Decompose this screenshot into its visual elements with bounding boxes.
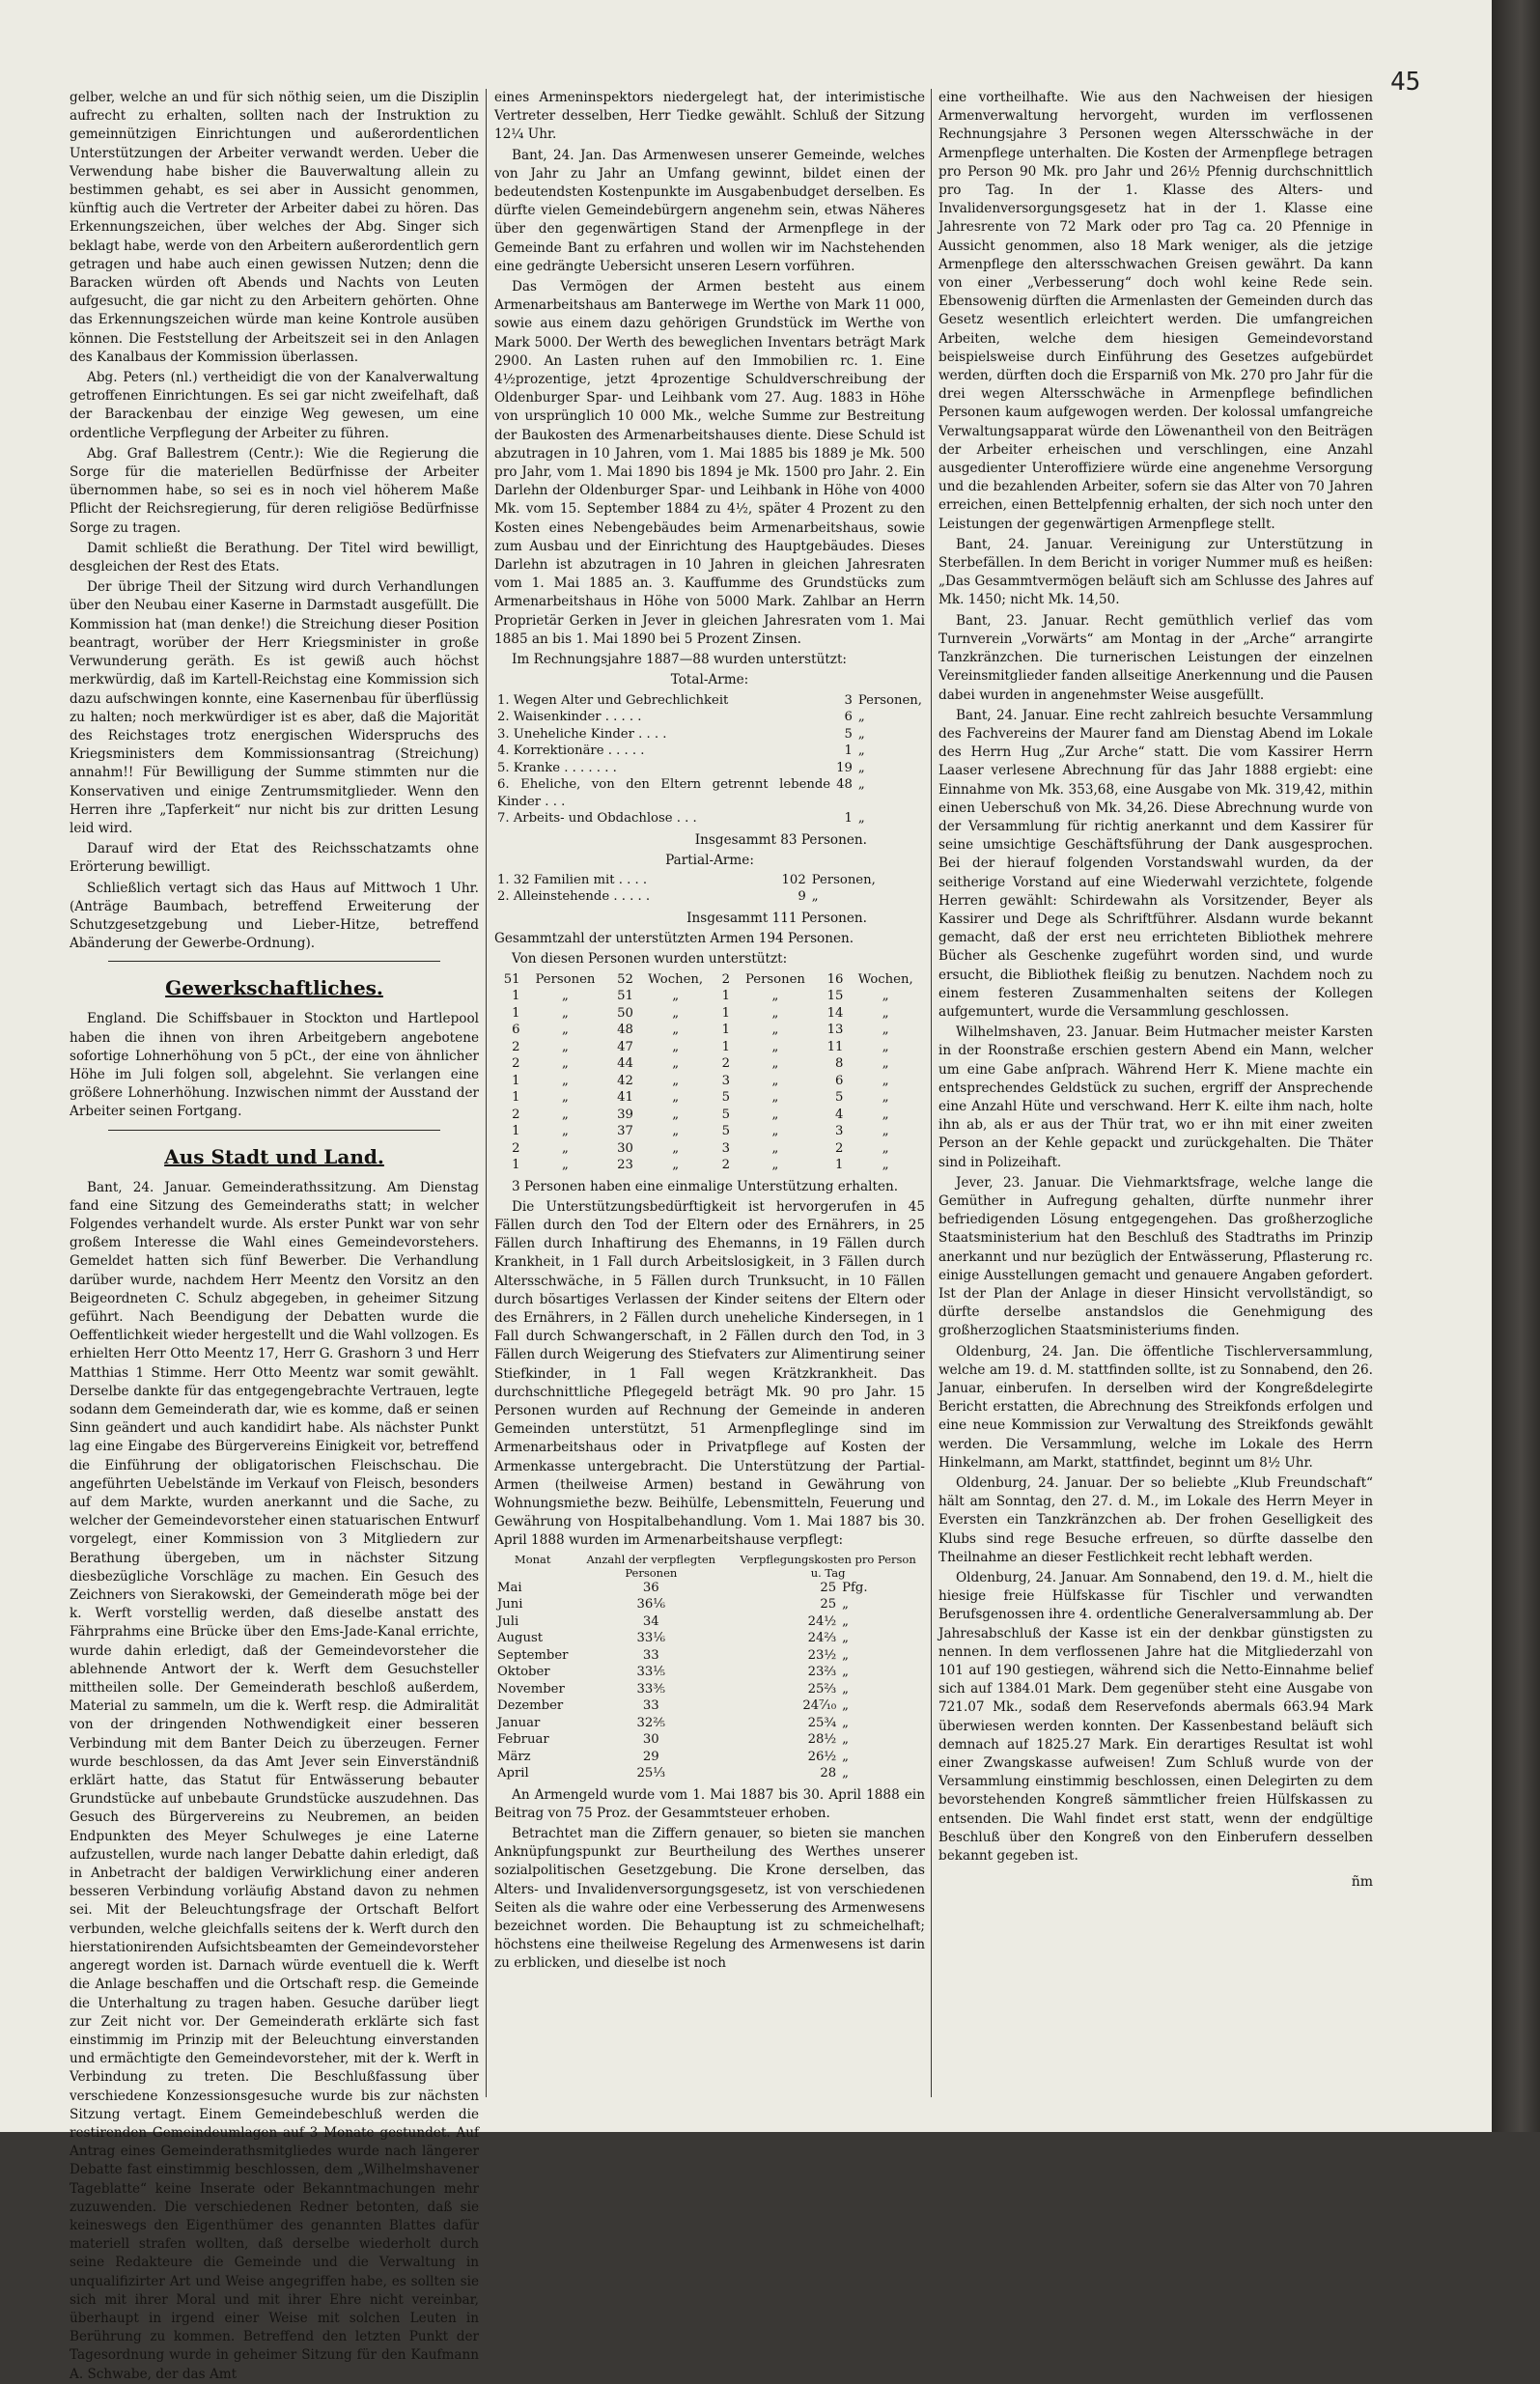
row-count: 48: [836, 777, 853, 792]
table-cell: 13: [826, 1023, 844, 1038]
article-paragraph: Die Unterstützungsbedürftigkeit ist hervorgerufen in 45 Fällen durch den Tod der Eltern oder des Ernährers, in 25 Fällen durch Inhaftirung des Ehemanns, in 19 Fällen durch Krankheit, in 1 Fall durch Arbeitslosigkeit, in 3 Fällen durch Altersschwäche, in 5 Fällen durch Trunksucht, in 10 Fällen durch bösartiges Verlassen der Kinder seitens der Eltern oder des Ernährers, in 2 Fällen durch uneheliche Kindersegen, in 1 Fall durch Schwangerschaft, in 2 Fällen durch den Tod, in 3 Fällen durch Weigerung des Stiefvaters zur Alimentirung seiner Stiefkinder, in 1 Fall wegen Krätzkrankheit. Das durchschnittliche Pflegegeld beträgt Mk. 90 pro Jahr. 15 Personen wurden auf Rechnung der Gemeinde in anderen Gemeinden unterstützt, 51 Armenpfleglinge sind im Armenarbeitshaus oder in Privatpflege auf Kosten der Armenkasse untergebracht. Die Unterstützung der Partial-Armen (theilweise Armen) bestand in Gewährung von Wohnungsmiethe bezw. Beihülfe, Lebensmitteln, Feuerung und Gewährung von Hospitalbehandlung. Vom 1. Mai 1887 bis 30. April 1888 wurden im Armenarbeitshause verpflegt:: [494, 1198, 925, 1549]
table-cell: „: [672, 1124, 680, 1139]
table-heading: Partial-Arme:: [665, 852, 754, 868]
table-cell: „: [771, 1140, 779, 1156]
cost-cell: 25¾: [807, 1715, 837, 1730]
article-paragraph: Oldenburg, 24. Jan. Die öffentliche Tischlerversammlung, welche am 19. d. M. stattfinden sollte, ist zu Sonnabend, den 26. Januar, einberufen. In derselben wird der Kongreßdelegirte Bericht erstatten, die Abrechnung des Streikfonds erfolgen und eine neue Kommission zur Verwaltung des Streikfonds gewählt werden. Die Versammlung, welche im Lokale des Herrn Hinkelmann, am Markt, stattfindet, beginnt um 8½ Uhr.: [938, 1343, 1373, 1471]
unit-cell: „: [842, 1749, 849, 1764]
article-paragraph: Damit schließt die Berathung. Der Titel wird bewilligt, desgleichen der Rest des Etats.: [70, 540, 479, 575]
persons-cell: 33⅙: [636, 1631, 666, 1646]
table-row: [494, 971, 925, 989]
month-cell: April: [497, 1766, 529, 1781]
table-row: [494, 1022, 925, 1039]
table-header-row: [494, 1553, 925, 1580]
table-cell: 23: [617, 1158, 633, 1173]
table-row: [494, 1073, 925, 1090]
article-paragraph: England. Die Schiffsbauer in Stockton und Hartlepool haben die ihnen von ihren Arbeitgebern angebotene sofortige Lohnerhöhung von 5 pCt., der eine von ähnlicher Höhe im Juli folgen soll, abgelehnt. Sie verlangen eine größere Lohnerhöhung. Inzwischen nimmt der Ausstand der Arbeiter seinen Fortgang.: [70, 1011, 479, 1120]
table-row: [494, 776, 925, 810]
month-cell: Oktober: [497, 1665, 550, 1680]
row-label: 5. Kranke . . . . . . .: [497, 760, 617, 775]
table-row: [494, 1749, 925, 1766]
month-cell: März: [497, 1749, 531, 1764]
table-cell: 30: [617, 1140, 633, 1156]
table-cell: 2: [512, 1140, 520, 1156]
section-divider: [108, 961, 440, 962]
table-row: [494, 1681, 925, 1698]
table-cell: „: [672, 989, 680, 1004]
table-row: [494, 1039, 925, 1056]
table-cell: „: [771, 989, 779, 1004]
table-cell: „: [882, 989, 889, 1004]
section-heading: Gewerkschaftliches.: [165, 976, 383, 1000]
table-row: [494, 1664, 925, 1681]
page-number: 45: [1390, 68, 1421, 97]
table-cell: „: [562, 1023, 569, 1038]
table-cell: „: [771, 1073, 779, 1088]
table-cell: „: [672, 1005, 680, 1021]
row-label: 4. Korrektionäre . . . . .: [497, 743, 645, 758]
table-cell: 1: [512, 989, 520, 1004]
row-count: 3: [844, 692, 853, 708]
table-cell: 2: [721, 971, 731, 987]
table-cell: 51: [503, 971, 520, 987]
unit-cell: „: [842, 1665, 849, 1680]
article-paragraph: Gesammtzahl der unterstützten Armen 194 Personen.: [494, 931, 854, 947]
table-cell: 1: [512, 1073, 520, 1088]
table-cell: 6: [512, 1023, 520, 1038]
unit-cell: „: [842, 1647, 849, 1663]
article-paragraph: Abg. Peters (nl.) vertheidigt die von der Kanalverwaltung getroffenen Einrichtungen. Es sei gar nicht zweifelhaft, daß der Barackenbau der einzige Weg gewesen, um eine ordentliche Verpflegung der Arbeiter zu führen.: [70, 370, 479, 441]
table-cell: „: [672, 1056, 680, 1072]
cost-cell: 28½: [807, 1732, 837, 1748]
table-cell: 2: [835, 1140, 844, 1156]
total-arme-table: [494, 692, 925, 827]
table-row: [494, 1630, 925, 1647]
unit-cell: „: [842, 1732, 849, 1748]
table-row: [494, 1613, 925, 1631]
table-cell: 3: [721, 1073, 731, 1088]
row-unit: Personen,: [811, 872, 876, 887]
article-paragraph: Bant, 24. Januar. Vereinigung zur Unterstützung in Sterbefällen. In dem Bericht in voriger Nummer muß es heißen: „Das Gesammtvermögen beläuft sich am Schlusse des Jahres auf Mk. 1450; nicht Mk. 14,50.: [938, 536, 1373, 608]
month-cell: August: [497, 1631, 544, 1646]
table-cell: 15: [826, 989, 844, 1004]
table-cell: „: [882, 1158, 889, 1173]
table-cell: 1: [721, 1023, 731, 1038]
article-paragraph: Im Rechnungsjahre 1887—88 wurden unterstützt:: [512, 652, 848, 668]
unit-cell: „: [842, 1698, 849, 1714]
table-row: [494, 1089, 925, 1107]
table-row: [494, 726, 925, 743]
table-cell: 1: [721, 989, 731, 1004]
row-unit: „: [857, 710, 865, 724]
table-row: [494, 988, 925, 1005]
table-cell: „: [771, 1107, 779, 1122]
monthly-care-table: [494, 1553, 925, 1782]
month-cell: Juni: [497, 1597, 523, 1613]
unit-cell: „: [842, 1766, 849, 1781]
table-cell: „: [562, 1073, 569, 1088]
table-heading: Total-Arme:: [670, 672, 749, 688]
table-cell: 2: [512, 1056, 520, 1072]
unit-cell: „: [842, 1597, 849, 1613]
cost-cell: 23⅔: [807, 1665, 837, 1680]
column-rule: [931, 89, 932, 2097]
table-row: [494, 1123, 925, 1140]
table-row: [494, 1107, 925, 1124]
month-cell: Juli: [497, 1613, 519, 1629]
persons-cell: 36: [642, 1580, 659, 1595]
table-cell: 8: [835, 1056, 844, 1072]
table-cell: „: [672, 1140, 680, 1156]
table-row: [494, 1647, 925, 1665]
persons-cell: 33: [642, 1698, 659, 1714]
row-count: 9: [798, 889, 806, 905]
end-mark: ñm: [1351, 1874, 1373, 1891]
article-paragraph: Das Vermögen der Armen besteht aus einem Armenarbeitshaus am Banterwege im Werthe von Mark 11 000, sowie aus einem dazu gehörigen Grundstück im Werthe von Mark 5000. Der Werth des beweglichen Inventars beträgt Mark 2900. An Lasten ruhen auf den Immobilien rc. 1. Eine 4½prozentige, jetzt 4prozentige Schuldverschreibung der Oldenburger Spar- und Leihbank vom 27. Aug. 1883 in Höhe von ursprünglich 10 000 Mk., welche Summe zur Bestreitung der Baukosten des Armenarbeitshauses diente. Diese Schuld ist abzutragen in 10 Jahren, vom 1. Mai 1885 bis 1889 je Mk. 500 pro Jahr, vom 1. Mai 1890 bis 1894 je Mk. 1500 pro Jahr. 2. Ein Darlehn der Oldenburger Spar- und Leihbank in Höhe von 4000 Mk. vom 15. September 1884 zu 4½, später 4 Prozent zu den Kosten eines Nebengebäudes beim Armenarbeitshaus, sowie zum Ausbau und der Einrichtung des Hauptgebäudes. Dieses Darlehn ist abzutragen in 10 Jahren in gleichen Jahresraten vom 1. Mai 1885 an. 3. Kauffumme des Grundstücks zum Armenarbeitshaus in Höhe von 5000 Mark. Zahlbar an Herrn Proprietär Gerken in Jever in gleichen Jahresraten vom 1. Mai 1885 an bis 1. Mai 1890 bei 5 Prozent Zinsen.: [494, 279, 925, 647]
table-row: [494, 1140, 925, 1158]
month-cell: Dezember: [497, 1698, 564, 1714]
article-paragraph: Von diesen Personen wurden unterstützt:: [512, 951, 788, 968]
table-cell: „: [882, 1140, 889, 1156]
table-row: [494, 692, 925, 710]
row-count: 1: [844, 743, 853, 758]
table-row: [494, 1715, 925, 1732]
table-cell: „: [562, 1140, 569, 1156]
table-cell: Wochen,: [857, 971, 913, 987]
table-row: [494, 1697, 925, 1715]
row-label: 3. Uneheliche Kinder . . . .: [497, 726, 667, 742]
article-paragraph: Der übrige Theil der Sitzung wird durch Verhandlungen über den Neubau einer Kaserne in Darmstadt ausgefüllt. Die Kommission hat (man denke!) die Streichung dieser Position beantragt, worüber der Herr Kriegsminister in große Verwunderung geräth. Es ist gewiß auch höchst merkwürdig, daß im Kartell-Reichstag eine Kommission sich dazu aufschwingen konnte, eine Kasernenbau für überflüssig zu halten; noch merkwürdiger ist es aber, daß die Majorität des Reichstages trotz energischen Widerspruchs des Kriegsministers dem Kommissionsantrag (Streichung) annahm!! Für Bewilligung der Summe stimmten nur die Konservativen und einige Zentrumsmitglieder. Wenn den Herren ihre „Tapferkeit“ nur nicht bis zur dritten Lesung leid wird.: [70, 579, 479, 836]
table-cell: „: [771, 1023, 779, 1038]
table-cell: 50: [617, 1005, 633, 1021]
table-row: [494, 1765, 925, 1782]
row-unit: „: [857, 726, 865, 742]
table-cell: 2: [721, 1056, 731, 1072]
table-cell: „: [882, 1090, 889, 1106]
row-unit: „: [857, 743, 865, 758]
table-cell: „: [562, 1039, 569, 1054]
row-label: 6. Eheliche, von den Eltern getrennt lebende Kinder . . .: [497, 777, 831, 809]
article-paragraph: Bant, 24. Januar. Gemeinderathssitzung. Am Dienstag fand eine Sitzung des Gemeinderaths statt; in welcher Folgendes verhandelt wurde. Als erster Punkt war von sehr großem Interesse die Wahl eines Gemeindevorstehers. Gemeldet hatten sich fünf Bewerber. Die Verhandlung darüber wurde, nachdem Herr Meentz den Vorsitz an den Beigeordneten C. Schulz abgegeben, in geheimer Sitzung geführt. Nach Beendigung der Debatten wurde die Oeffentlichkeit wieder hergestellt und die Wahl vollzogen. Es erhielten Herr Otto Meentz 17, Herr G. Grashorn 3 und Herr Matthias 1 Stimme. Herr Otto Meentz war somit gewählt. Derselbe dankte für das entgegengebrachte Vertrauen, legte sodann dem Gemeinderath dar, wie es komme, daß er seinen Sinn geändert und auch kandidirt habe. Als nächster Punkt lag eine Eingabe des Bürgervereins Einigkeit vor, betreffend die Einführung der obligatorischen Fleischschau. Die angeführten Uebelstände im Verkauf von Fleisch, besonders auf dem Markte, wurden anerkannt und die Sache, zu welcher der Gemeindevorsteher einen statuarischen Entwurf vorgelegt, einer Kommission von 3 Mitgliedern zur Berathung übergeben, um in nächster Sitzung diesbezügliche Vorschläge zu machen. Ein Gesuch des Zeichners von Sierakowski, der Gemeinderath möge bei der k. Werft vorstellig werden, daß dieselbe anstatt des Fährprahms eine Brücke über den Ems-Jade-Kanal errichte, wurde dahin erledigt, daß der Gemeindevorsteher die ablehnende Antwort der k. Werft dem Gesuchsteller mittheilen solle. Der Gemeinderath beschloß außerdem, Material zu sammeln, um die k. Werft resp. die Admiralität von der dringenden Nothwendigkeit einer besseren Verbindung mit dem Banter Deich zu überzeugen. Ferner wurde beschlossen, da das Amt Jever sein Einverständniß erklärt hatte, das Statut für Entwässerung bebauter Grundstücke auf unbebaute Grundstücke auszudehnen. Das Gesuch des Bürgervereins zu Neubremen, an beiden Endpunkten des Meyer Schulweges je eine Laterne aufzustellen, wurde nach langer Debatte dahin erledigt, daß in Anbetracht der baldigen Verwirklichung einer anderen besseren Verbindung vorläufig Abstand davon zu nehmen sei. Mit der Beleuchtungsfrage der Ortschaft Belfort verbunden, welche gleichfalls seitens der k. Werft durch den hierstationirenden Aufsichtsbeamten der Gemeindevorsteher angeregt worden ist. Darnach würde eventuell die k. Werft die Anlage beschaffen und die Ortschaft resp. die Gemeinde die Unterhaltung zu tragen haben. Gesuche darüber liegt zur Zeit nicht vor. Der Gemeinderath erklärte sich fast einstimmig im Prinzip mit der Beleuchtung einverstanden und ermächtigte den Gemeindevorsteher, mit der k. Werft in Verbindung zu treten. Die Beschlußfassung über verschiedene Konzessionsgesuche wurde bis zur nächsten Sitzung vertagt. Einem Gemeindebeschluß werden die restirenden Gemeindeumlagen auf 3 Monate gestundet. Auf Antrag eines Gemeinderathsmitgliedes wurde nach längerer Debatte fast einstimmig beschlossen, dem „Wilhelmshavener Tageblatte“ keine Inserate oder Bekanntmachungen mehr zuzuwenden. Die verschiedenen Redner betonten, daß sie keineswegs den Eigenthümer des genannten Blattes dafür materiell strafen wollten, daß derselbe wiederholt durch seine Redakteure die Gemeinde und die Verwaltung in unqualifizirter Art und Weise angegriffen habe, es sollten sie sich mit ihrer Moral und mit ihrer Ehre nicht vereinbar, überhaupt in irgend einer Weise mit solchen Leuten in Berührung zu kommen. Betreffend den letzten Punkt der Tagesordnung wurde in geheimer Sitzung für den Kaufmann A. Schwabe, der das Amt: [70, 1179, 479, 2382]
table-cell: „: [771, 1056, 779, 1072]
month-cell: November: [497, 1681, 565, 1697]
row-unit: „: [857, 811, 865, 826]
persons-cell: 25⅓: [636, 1766, 666, 1781]
row-unit: Personen,: [857, 692, 922, 708]
unit-cell: Pfg.: [842, 1580, 868, 1595]
column-3: [938, 89, 1373, 2097]
table-cell: Wochen,: [648, 971, 704, 987]
table-cell: „: [882, 1005, 889, 1021]
page-edge: [1492, 0, 1540, 2132]
row-count: 1: [844, 811, 853, 826]
row-count: 6: [844, 710, 853, 724]
table-cell: 1: [512, 1090, 520, 1106]
cost-cell: 24½: [807, 1613, 837, 1629]
unit-cell: „: [842, 1613, 849, 1629]
cost-cell: 24⅔: [807, 1631, 837, 1646]
table-cell: „: [562, 1158, 569, 1173]
weeks-table: [494, 971, 925, 1174]
table-sum: Insgesammt 111 Personen.: [686, 910, 867, 926]
table-cell: 1: [721, 1005, 731, 1021]
article-paragraph: Oldenburg, 24. Januar. Am Sonnabend, den 19. d. M., hielt die hiesige freie Hülfskasse für Tischler und verwandten Berufsgenossen ihre 4. ordentliche Generalversammlung ab. Der Jahresabschluß der Kasse ist ein der denkbar günstigsten zu nennen. In dem verflossenen Jahre hat die Mitgliederzahl von 101 auf 190 gestiegen, während sich die Netto-Einnahme belief sich auf 1384.01 Mark. Dem gegenüber steht eine Ausgabe von 721.07 Mk., sodaß dem Reservefonds abermals 663.94 Mark überwiesen werden konnten. Der Kassenbestand beläuft sich demnach auf 1825.27 Mark. Ein derartiges Resultat ist wohl einer Zwangskasse aufweisen! Zum Schluß wurde von der Versammlung einstimmig beschlossen, einen Delegirten zu dem bevorstehenden Kongreß sämmtlicher freien Hülfskassen zu entsenden. Die Wahl findet erst statt, wenn der endgültige Beschluß über den Kongreß von den Einberufern desselben bekannt gegeben ist.: [938, 1570, 1373, 1865]
row-label: 2. Alleinstehende . . . . .: [497, 889, 651, 905]
article-paragraph: Betrachtet man die Ziffern genauer, so bieten sie manchen Anknüpfungspunkt zur Beurtheilung des Werthes unserer sozialpolitischen Gesetzgebung. Die Krone derselben, das Alters- und Invalidenversorgungsgesetz, ist von verschiedenen Seiten als die wahre oder eine Verbesserung des Armenwesens bezeichnet worden. Die Behauptung ist zu schmeichelhaft; höchstens eine theilweise Regelung des Armenwesens ist darin zu erblicken, und dieselbe ist noch: [494, 1825, 925, 1972]
table-cell: 14: [826, 1005, 844, 1021]
article-paragraph: Bant, 24. Januar. Eine recht zahlreich besuchte Versammlung des Fachvereins der Maurer fand am Dienstag Abend im Lokale des Herrn Hug „Zur Arche“ statt. Die vom Kassirer Herrn Laaser verlesene Abrechnung für das Jahr 1888 ergiebt: eine Einnahme von Mk. 353,68, eine Ausgabe von Mk. 319,42, mithin einen Ueberschuß von Mk. 34,26. Diese Abrechnung wurde von der Versammlung für richtig anerkannt und dem Kassirer für seine umsichtige Geschäftsführung der Dank ausgesprochen. Bei der hierauf folgenden Vorstandswahl wurden, da der seitherige Vorstand auf eine Wiederwahl verzichtete, folgende Herren gewählt: Schirdewahn als Vorsitzender, Beyer als Kassirer und Dege als Schriftführer. Alsdann wurde bekannt gemacht, daß der erst neu errichteten Bibliothek mehrere Bücher als Geschenke zugeführt worden sind, und wurde ersucht, die Bibliothek fleißig zu benutzen. Nachdem noch zu einem festeren Zusammenhalten seitens der Kollegen aufgemuntert, wurde die Versammlung geschlossen.: [938, 707, 1373, 1020]
table-cell: 5: [721, 1090, 731, 1106]
table-cell: Personen: [535, 971, 596, 987]
table-cell: 6: [835, 1073, 844, 1088]
unit-cell: „: [842, 1631, 849, 1646]
table-cell: 1: [721, 1039, 731, 1054]
article-paragraph: An Armengeld wurde vom 1. Mai 1887 bis 30. April 1888 ein Beitrag von 75 Proz. der Gesammtsteuer erhoben.: [494, 1786, 925, 1821]
table-cell: „: [562, 1056, 569, 1072]
cost-cell: 25: [820, 1580, 837, 1595]
table-cell: 5: [721, 1107, 731, 1122]
column-1: [70, 89, 479, 2382]
month-cell: September: [497, 1647, 569, 1663]
table-cell: „: [771, 1124, 779, 1139]
row-unit: „: [811, 889, 819, 905]
table-cell: 1: [835, 1158, 844, 1173]
row-label: 2. Waisenkinder . . . . .: [497, 710, 642, 724]
row-count: 19: [836, 760, 853, 775]
table-cell: 1: [512, 1158, 520, 1173]
table-cell: „: [562, 1107, 569, 1122]
row-count: 102: [781, 872, 806, 887]
article-paragraph: Darauf wird der Etat des Reichsschatzamts ohne Erörterung bewilligt.: [70, 841, 479, 876]
table-cell: 52: [617, 971, 633, 987]
article-paragraph: Wilhelmshaven, 23. Januar. Beim Hutmacher meister Karsten in der Roonstraße erschien gestern Abend ein Mann, welcher um eine Gabe anſprach. Während Herr K. Miene machte ein entsprechendes Geldstück zu suchen, ergriff der Ansprechende eine Anzahl Hüte und verschwand. Herr K. eilte ihm nach, holte ihn ab, als er aus der Thür trat, wo er ihn mit einer zweiten Person an der Kehle gepackt und zurückgehalten. Die Thäter sind in Polizeihaft.: [938, 1024, 1373, 1170]
table-cell: „: [672, 1158, 680, 1173]
table-cell: „: [562, 989, 569, 1004]
row-unit: „: [857, 777, 865, 792]
table-cell: 42: [617, 1073, 633, 1088]
article-paragraph: eines Armeninspektors niedergelegt hat, der interimistische Vertreter desselben, Herr Tiedke gewählt. Schluß der Sitzung 12¼ Uhr.: [494, 90, 925, 143]
article-paragraph: gelber, welche an und für sich nöthig seien, um die Disziplin aufrecht zu erhalten, sollten nach der Instruktion zu gemeinnützigen Einrichtungen und außerordentlichen Unterstützungen der Arbeiter verwandt werden. Ueber die Verwendung habe bisher die Bauverwaltung allein zu bestimmen gehabt, es sei aber in Aussicht genommen, künftig auch die Vertreter der Arbeiter dabei zu hören. Das Erkennungszeichen, über welches der Abg. Singer sich beklagt habe, werde von den Arbeitern außerordentlich gern getragen und habe auch einen gewissen Nutzen; denn die Baracken würden oft Abends und Nachts von Leuten aufgesucht, die gar nicht zu den Arbeitern gehörten. Ohne das Erkennungszeichen würde man keine Kontrole ausüben können. Die Feststellung der Arbeitszeit sei in den Anlagen des Kanalbaus der Kommission überlassen.: [70, 90, 479, 365]
table-cell: „: [672, 1090, 680, 1106]
table-cell: 5: [835, 1090, 844, 1106]
unit-cell: „: [842, 1715, 849, 1730]
partial-arme-table: [494, 872, 925, 906]
table-cell: 11: [826, 1039, 844, 1054]
column-2: [494, 89, 925, 2097]
table-row: [494, 1731, 925, 1749]
persons-cell: 30: [642, 1732, 659, 1748]
table-cell: 5: [721, 1124, 731, 1139]
table-cell: 2: [512, 1039, 520, 1054]
table-cell: „: [771, 1158, 779, 1173]
table-cell: „: [882, 1124, 889, 1139]
cost-cell: 24⁷⁄₁₀: [802, 1698, 837, 1714]
table-cell: 51: [617, 989, 633, 1004]
table-cell: „: [562, 1124, 569, 1139]
unit-cell: „: [842, 1681, 849, 1697]
table-cell: 3: [721, 1140, 731, 1156]
row-unit: „: [857, 760, 865, 775]
persons-cell: 32⅖: [636, 1715, 666, 1730]
table-cell: 16: [826, 971, 844, 987]
table-cell: 4: [835, 1107, 844, 1122]
table-row: [494, 872, 925, 889]
column-header: Monat: [514, 1552, 551, 1566]
column-header: Verpflegungskosten pro Person u. Tag: [740, 1552, 916, 1580]
table-row: [494, 760, 925, 777]
table-cell: „: [562, 1005, 569, 1021]
table-cell: 1: [512, 1005, 520, 1021]
article-paragraph: Bant, 23. Januar. Recht gemüthlich verlief das vom Turnverein „Vorwärts“ am Montag in der „Arche“ arrangirte Tanzkränzchen. Die turnerischen Leistungen der einzelnen Vereinsmitglieder fanden allseitige Anerkennung und die Pausen dabei wurden in angenehmster Weise ausgefüllt.: [938, 612, 1373, 703]
table-row: [494, 810, 925, 827]
table-sum: Insgesammt 83 Personen.: [694, 831, 867, 848]
month-cell: Mai: [497, 1580, 522, 1595]
table-row: [494, 1005, 925, 1023]
article-paragraph: Jever, 23. Januar. Die Viehmarktsfrage, welche lange die Gemüther in Aufregung gehalten, dürfte nunmehr ihrer befriedigenden Lösung entgegengehen. Das großherzogliche Staatsministerium hat den Beschluß des Stadtraths im Prinzip anerkannt und nur bezüglich der Entwässerung, Pflasterung rc. einige Ausstellungen gemacht und genauere Angaben gefordert. Ist der Plan der Anlage in dieser Hinsicht vervollständigt, so dürfte derselbe anstandslos die Genehmigung des großherzoglichen Staatsministeriums finden.: [938, 1174, 1373, 1339]
table-cell: 44: [617, 1056, 633, 1072]
article-paragraph: Schließlich vertagt sich das Haus auf Mittwoch 1 Uhr. (Anträge Baumbach, betreffend Erweiterung der Schutzgesetzgebung und Lieber-Hitze, betreffend Abänderung der Gewerbe-Ordnung).: [70, 880, 479, 952]
cost-cell: 26½: [807, 1749, 837, 1764]
persons-cell: 29: [642, 1749, 659, 1764]
table-cell: 41: [617, 1090, 633, 1106]
table-row: [494, 709, 925, 726]
persons-cell: 33: [642, 1647, 659, 1663]
table-cell: „: [562, 1090, 569, 1106]
row-label: 1. 32 Familien mit . . . .: [497, 872, 648, 887]
table-cell: Personen: [745, 971, 805, 987]
persons-cell: 33⅕: [636, 1665, 666, 1680]
table-cell: 2: [512, 1107, 520, 1122]
table-cell: 48: [617, 1023, 633, 1038]
article-paragraph: Oldenburg, 24. Januar. Der so beliebte „Klub Freundschaft“ hält am Sonntag, den 27. d. M., im Lokale des Herrn Meyer in Eversten ein Tanzkränzchen ab. Der frohen Geselligkeit des Klubs sind rege Besuche erfreuen, so dürfte dasselbe den Theilnahme an dieser Festlichkeit recht lebhaft werden.: [938, 1475, 1373, 1565]
month-cell: Februar: [497, 1732, 549, 1748]
cost-cell: 28: [820, 1766, 837, 1781]
section-divider: [108, 1130, 440, 1131]
table-cell: 37: [617, 1124, 633, 1139]
persons-cell: 33⅗: [636, 1681, 666, 1697]
month-cell: Januar: [497, 1715, 541, 1730]
cost-cell: 25: [820, 1597, 837, 1613]
article-paragraph: 3 Personen haben eine einmalige Unterstützung erhalten.: [512, 1178, 899, 1194]
cost-cell: 25⅔: [807, 1681, 837, 1697]
table-cell: „: [882, 1056, 889, 1072]
article-paragraph: Bant, 24. Jan. Das Armenwesen unserer Gemeinde, welches von Jahr zu Jahr an Umfang gewinnt, bildet einen der bedeutendsten Kostenpunkte im Ausgabenbudget derselben. Es dürfte vielen Gemeindebürgern angenehm sein, etwas Näheres über den gegenwärtigen Stand der Armenpflege in der Gemeinde Bant zu erfahren und wollen wir im Nachstehenden eine gedrängte Uebersicht unseren Lesern vorführen.: [494, 147, 925, 274]
table-cell: 39: [617, 1107, 633, 1122]
section-heading: Aus Stadt und Land.: [164, 1144, 384, 1168]
column-rule: [486, 89, 487, 2097]
table-cell: „: [771, 1039, 779, 1054]
table-row: [494, 1596, 925, 1613]
table-row: [494, 888, 925, 906]
table-cell: „: [672, 1107, 680, 1122]
table-cell: „: [882, 1039, 889, 1054]
column-header: Anzahl der verpflegten Personen: [586, 1552, 716, 1580]
table-cell: „: [771, 1090, 779, 1106]
row-count: 5: [844, 726, 853, 742]
table-row: [494, 743, 925, 760]
table-cell: 3: [835, 1124, 844, 1139]
persons-cell: 34: [642, 1613, 659, 1629]
table-row: [494, 1055, 925, 1073]
table-cell: „: [672, 1073, 680, 1088]
cost-cell: 23½: [807, 1647, 837, 1663]
row-label: 1. Wegen Alter und Gebrechlichkeit: [497, 692, 729, 708]
table-cell: „: [882, 1107, 889, 1122]
table-row: [494, 1157, 925, 1174]
table-cell: 1: [512, 1124, 520, 1139]
article-paragraph: eine vortheilhafte. Wie aus den Nachweisen der hiesigen Armenverwaltung hervorgeht, wurden im verflossenen Rechnungsjahre 3 Personen wegen Altersschwäche in der Armenpflege unterhalten. Die Kosten der Armenpflege betragen pro Person 90 Mk. pro Jahr und 26½ Pfennig durchschnittlich pro Tag. In der 1. Klasse des Alters- und Invalidenversorgungsgesetz hat in der 1. Klasse eine Jahresrente von 72 Mark oder pro Tag ca. 20 Pfennige in Aussicht genommen, also 18 Mark weniger, als die jetzige Armenpflege den altersschwachen Greisen gewährt. Da kann von einer „Verbesserung“ doch wohl keine Rede sein. Ebensowenig dürften die Armenlasten der Gemeinden durch das Gesetz wesentlich erleichtert werden. Die umfangreichen Arbeiten, welche dem hiesigen Gemeindevorstand beispielsweise durch Einführung des Gesetzes aufgebürdet werden, dürften doch die Ersparniß von Mk. 270 pro Jahr für die drei wegen Altersschwäche in Armenpflege befindlichen Personen kaum aufgewogen werden. Der kolossal umfangreiche Verwaltungsapparat würde den Löwenantheil von den Beiträgen der Arbeiter erheischen und verschlingen, eine Anzahl ausgedienter Unteroffiziere würde eine angenehme Versorgung und die bezahlenden Arbeiter, sofern sie das Alter von 70 Jahren erreichen, einen Bettelpfennig erhalten, der sich noch unter den Leistungen der gegenwärtigen Armenpflege stellt.: [938, 90, 1373, 532]
persons-cell: 36⅙: [636, 1597, 666, 1613]
table-cell: „: [882, 1073, 889, 1088]
table-cell: „: [771, 1005, 779, 1021]
table-cell: „: [882, 1023, 889, 1038]
row-label: 7. Arbeits- und Obdachlose . . .: [497, 811, 697, 826]
table-cell: 2: [721, 1158, 731, 1173]
table-cell: „: [672, 1023, 680, 1038]
table-row: [494, 1580, 925, 1597]
article-paragraph: Abg. Graf Ballestrem (Centr.): Wie die Regierung die Sorge für die materiellen Bedürfnisse der Arbeiter übernommen habe, so sei es in noch viel höherem Maße Pflicht der Reichsregierung, für deren religiöse Bedürfnisse Sorge zu tragen.: [70, 445, 479, 536]
table-cell: „: [672, 1039, 680, 1054]
table-cell: 47: [617, 1039, 633, 1054]
